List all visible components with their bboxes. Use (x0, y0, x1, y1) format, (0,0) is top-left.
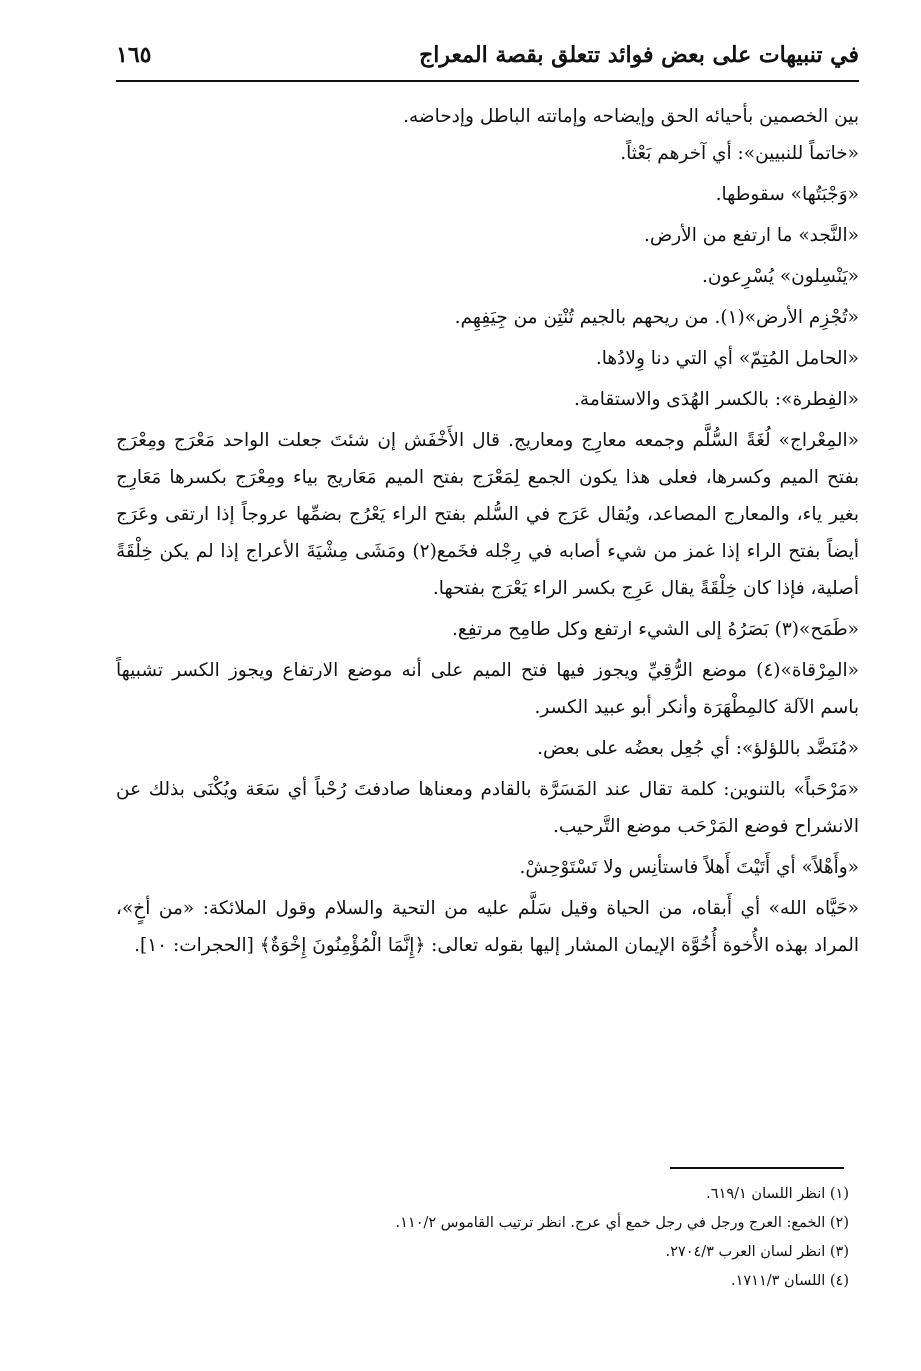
paragraph: «المِعْراج» لُغَةً السُّلَّم وجمعه معارِج ومعاريج. قال الأَخْفَش إن شئتَ جعلت الواحد مَعْرَج ومِعْرَج بفتح الميم وكسرها، فعلى هذا يكون الجمع لِمَعْرَج بفتح الميم مَعَاريج بياء ومِعْرَج بكسرها مَعَارِج بغير ياء، والمعارج المصاعد، ويُقال عَرَج في السُّلم بفتح الراء يَعْرُج بضمِّها عروجاً إذا ارتقى وعَرَج أيضاً بفتح الراء إذا غمز من شيء أصابه في رِجْله فخَمع(٢) ومَشَى مِشْيَةَ الأعراج إذا لم يكن خِلْقَةً أصلية، فإذا كان خِلْقَةً يقال عَرِج بكسر الراء يَعْرَج بفتحها. (116, 430, 859, 599)
paragraph: «يَنْسِلون» يُسْرِعون. (702, 266, 859, 287)
paragraph: «تُجْزِم الأرض»(١). من ريحهم بالجيم تُنْتِن من جِيَفِهِم. (454, 307, 859, 328)
footnote: (٢) الخمع: العرج ورجل في رجل خمع أي عرج. انظر ترتيب القاموس ١١٠/٢. (395, 1215, 849, 1231)
paragraph: «النَّجد» ما ارتفع من الأرض. (643, 225, 859, 246)
paragraph: «حَيَّاه الله» أي أَبقاه، من الحياة وقيل سَلَّم عليه من التحية والسلام وقول الملائكة: «من أخٍ»، المراد بهذه الأُخوة أُخُوَّة الإيمان المشار إليها بقوله تعالى: ﴿إِنَّمَا الْمُؤْمِنُونَ إِخْوَةٌ﴾ [الحجرات: ١٠]. (116, 898, 859, 956)
footnote: (٤) اللسان ١٧١١/٣. (730, 1273, 849, 1289)
paragraph: «الحامل المُتِمّ» أي التي دنا وِلادُها. (595, 348, 859, 369)
footnote-divider (670, 1167, 844, 1169)
running-header-title: في تنبيهات على بعض فوائد تتعلق بقصة المعراج (419, 42, 859, 68)
header-divider (116, 80, 859, 82)
footnote: (١) انظر اللسان ٦١٩/١. (706, 1186, 849, 1202)
paragraph: «الفِطرة»: بالكسر الهُدَى والاستقامة. (574, 389, 859, 410)
main-text (116, 98, 859, 968)
paragraph: «مَرْحَباً» بالتنوين: كلمة تقال عند المَسَرَّة بالقادم ومعناها صادفتَ رُحْباً أي سَعَة ويُكْنَى بذلك عن الانشراح فوضع المَرْحَب موضع التَّرحيب. (116, 779, 859, 837)
paragraph: «وَجْبَتُها» سقوطها. (715, 184, 859, 205)
page-number: ١٦٥ (116, 42, 152, 68)
paragraph: «طَمَح»(٣) بَصَرُهُ إلى الشيء ارتفع وكل طامِح مرتفِع. (452, 619, 859, 640)
paragraph: «المِرْقاة»(٤) موضع الرُّقِيِّ ويجوز فيها فتح الميم على أنه موضع الارتفاع ويجوز الكسر تشبيهاً باسم الآلة كالمِطْهَرَة وأنكر أبو عبيد الكسر. (116, 660, 859, 718)
paragraph: «مُنَضَّد باللؤلؤ»: أي جُعِل بعضُه على بعض. (537, 738, 859, 759)
running-header (116, 38, 859, 78)
footnotes (116, 1180, 849, 1296)
paragraph: «خاتماً للنبيين»: أي آخرهم بَعْثاً. (620, 143, 859, 164)
footnote: (٣) انظر لسان العرب ٢٧٠٤/٣. (665, 1244, 849, 1260)
paragraph: «وأَهْلاً» أي أَتَيْتَ أَهلاً فاستأنِس ولا تَسْتَوْحِشْ. (519, 857, 859, 878)
paragraph: بين الخصمين بأحيائه الحق وإيضاحه وإماتته الباطل وإدحاضه. (403, 106, 859, 127)
